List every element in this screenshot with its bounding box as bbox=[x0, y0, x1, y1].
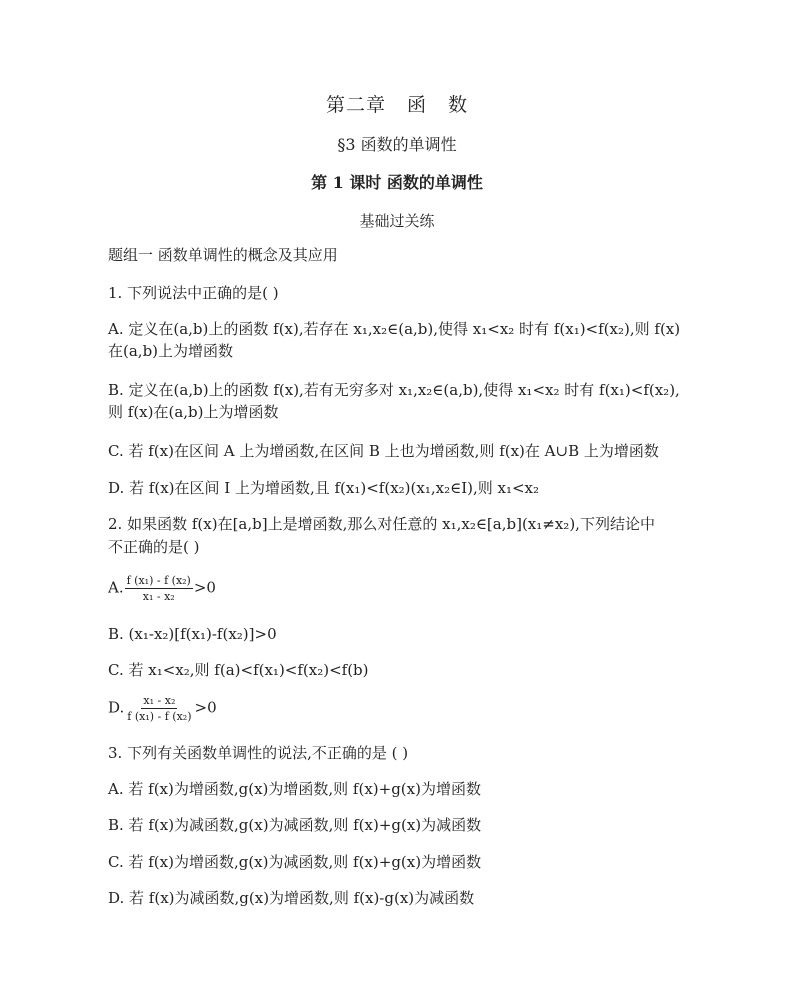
question-1-option-a-line-1: A. 定义在(a,b)上的函数 f(x),若存在 x₁,x₂∈(a,b),使得 x₁<x₂ 时有 f(x₁)<f(x₂),则 f(x) bbox=[108, 320, 681, 338]
question-2-option-d bbox=[108, 694, 217, 723]
question-3-option-b: B. 若 f(x)为减函数,g(x)为减函数,则 f(x)+g(x)为减函数 bbox=[108, 816, 482, 834]
question-3-option-d: D. 若 f(x)为减函数,g(x)为增函数,则 f(x)-g(x)为减函数 bbox=[108, 889, 475, 907]
fraction-denominator: x₁ - x₂ bbox=[142, 590, 175, 603]
question-2-option-c: C. 若 x₁<x₂,则 f(a)<f(x₁)<f(x₂)<f(b) bbox=[108, 661, 369, 679]
question-group-heading: 题组一 函数单调性的概念及其应用 bbox=[108, 246, 338, 264]
question-1-option-c: C. 若 f(x)在区间 A 上为增函数,在区间 B 上也为增函数,则 f(x)在 A∪B 上为增函数 bbox=[108, 442, 659, 460]
question-3-stem: 3. 下列有关函数单调性的说法,不正确的是 ( ) bbox=[108, 744, 409, 762]
question-1-option-b-line-2: 则 f(x)在(a,b)上为增函数 bbox=[108, 403, 279, 421]
question-2-stem-line-2: 不正确的是( ) bbox=[108, 538, 200, 556]
question-2-option-d-label: D. bbox=[108, 698, 125, 717]
section-title: §3 函数的单调性 bbox=[337, 135, 457, 154]
question-1-option-d: D. 若 f(x)在区间 I 上为增函数,且 f(x₁)<f(x₂)(x₁,x₂∈I),则 x₁<x₂ bbox=[108, 479, 540, 497]
fraction-numerator: x₁ - x₂ bbox=[143, 694, 176, 707]
fraction-numerator: f (x₁) - f (x₂) bbox=[126, 574, 191, 587]
fraction bbox=[125, 574, 193, 603]
practice-heading: 基础过关练 bbox=[359, 212, 435, 230]
question-3-option-c: C. 若 f(x)为增函数,g(x)为减函数,则 f(x)+g(x)为增函数 bbox=[108, 853, 482, 871]
fraction bbox=[125, 694, 193, 723]
question-3-option-a: A. 若 f(x)为增函数,g(x)为增函数,则 f(x)+g(x)为增函数 bbox=[108, 780, 481, 798]
question-2-option-d-rest: >0 bbox=[194, 698, 217, 717]
question-2-option-a-label: A. bbox=[108, 578, 124, 597]
lesson-title: 第 1 课时 函数的单调性 bbox=[311, 173, 483, 192]
question-1-option-a-line-2: 在(a,b)上为增函数 bbox=[108, 342, 234, 360]
question-2-option-b: B. (x₁-x₂)[f(x₁)-f(x₂)]>0 bbox=[108, 625, 277, 643]
question-2-stem-line-1: 2. 如果函数 f(x)在[a,b]上是增函数,那么对任意的 x₁,x₂∈[a,b](x₁≠x₂),下列结论中 bbox=[108, 515, 655, 533]
question-1-option-b-line-1: B. 定义在(a,b)上的函数 f(x),若有无穷多对 x₁,x₂∈(a,b),使得 x₁<x₂ 时有 f(x₁)<f(x₂), bbox=[108, 381, 680, 399]
fraction-denominator: f (x₁) - f (x₂) bbox=[127, 710, 192, 723]
question-1-stem: 1. 下列说法中正确的是( ) bbox=[108, 284, 279, 302]
question-2-option-a-rest: >0 bbox=[193, 578, 216, 597]
question-2-option-a bbox=[108, 574, 216, 603]
chapter-title: 第二章 函 数 bbox=[325, 94, 469, 116]
